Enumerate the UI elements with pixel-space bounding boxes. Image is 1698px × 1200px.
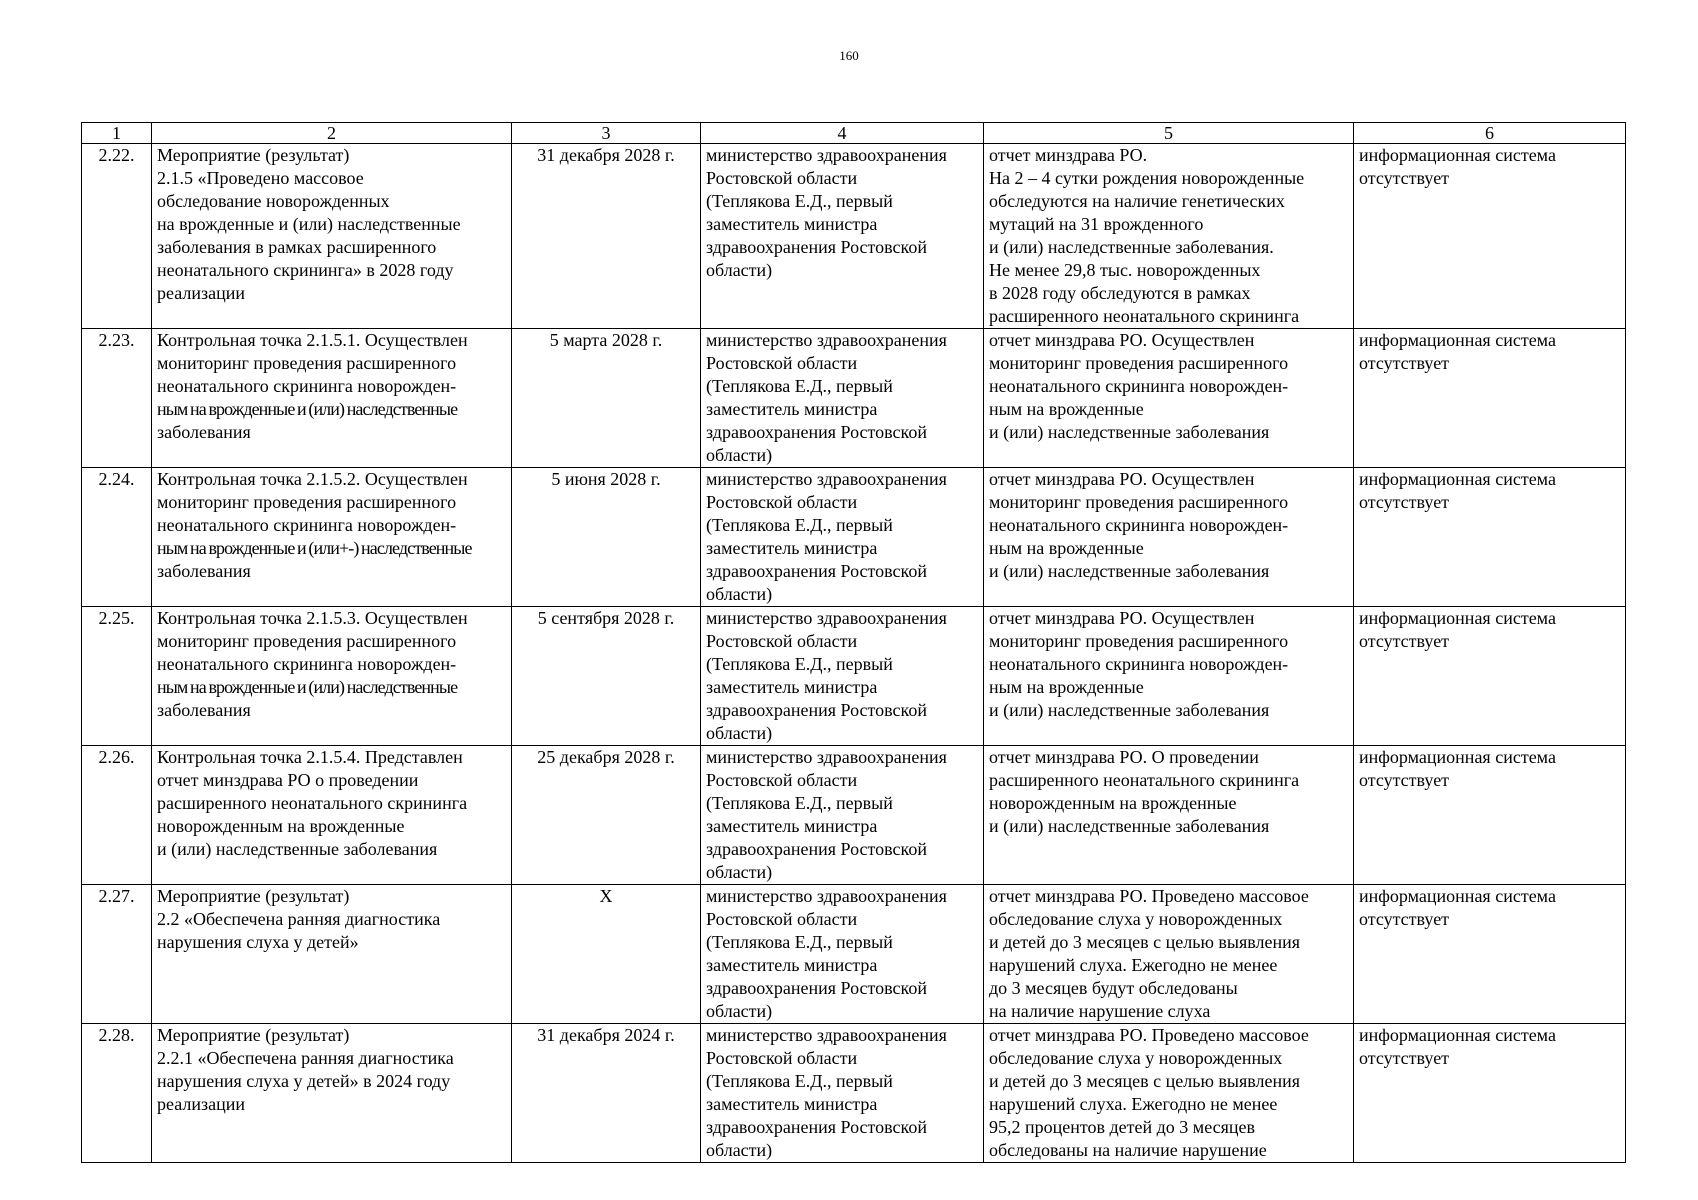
deadline-cell: 5 сентября 2028 г. [512, 607, 701, 746]
report-line: в 2028 году обследуются в рамках [989, 283, 1251, 303]
info-system-cell [1354, 144, 1626, 329]
event-name-line: мониторинг проведения расширенного [157, 492, 457, 512]
event-name-line: реализации [157, 283, 245, 303]
responsible-line: здравоохранения Ростовской [706, 700, 927, 720]
report-line: Не менее 29,8 тыс. новорожденных [989, 260, 1261, 280]
responsible-line: здравоохранения Ростовской [706, 422, 927, 442]
plan-table [81, 122, 1626, 1163]
report-cell [984, 329, 1354, 468]
event-name-line: нарушения слуха у детей» [157, 932, 359, 952]
report-line: неонатального скрининга новорожден- [989, 654, 1289, 674]
header-row [82, 123, 1626, 144]
table-row [82, 468, 1626, 607]
info-system-line: информационная система [1359, 747, 1556, 767]
info-system-cell [1354, 885, 1626, 1024]
info-system-line: информационная система [1359, 608, 1556, 628]
responsible-line: министерство здравоохранения [706, 469, 947, 489]
event-name-line: неонатального скрининга новорожден- [157, 654, 457, 674]
event-name-line: и (или) наследственные заболевания [157, 839, 438, 859]
table-row [82, 144, 1626, 329]
report-line: и (или) наследственные заболевания [989, 816, 1270, 836]
event-name-cell [152, 144, 512, 329]
event-name-line: Контрольная точка 2.1.5.3. Осуществлен [157, 608, 468, 628]
info-system-line: отсутствует [1359, 492, 1450, 512]
report-line: отчет минздрава РО. Проведено массовое [989, 886, 1309, 906]
report-cell [984, 144, 1354, 329]
report-line: и (или) наследственные заболевания [989, 700, 1270, 720]
info-system-line: отсутствует [1359, 631, 1450, 651]
report-line: нарушений слуха. Ежегодно не менее [989, 955, 1278, 975]
event-name-line: расширенного неонатального скрининга [157, 793, 468, 813]
info-system-cell [1354, 746, 1626, 885]
info-system-line: информационная система [1359, 145, 1556, 165]
responsible-line: министерство здравоохранения [706, 145, 947, 165]
report-line: до 3 месяцев будут обследованы [989, 978, 1238, 998]
responsible-line: Ростовской области [706, 770, 858, 790]
event-name-line: нарушения слуха у детей» в 2024 году [157, 1071, 451, 1091]
info-system-line: отсутствует [1359, 168, 1450, 188]
event-name-cell [152, 1024, 512, 1163]
row-number-cell: 2.25. [82, 607, 152, 746]
info-system-line: отсутствует [1359, 1048, 1450, 1068]
report-cell [984, 468, 1354, 607]
report-line: отчет минздрава РО. Осуществлен [989, 469, 1255, 489]
report-line: отчет минздрава РО. Осуществлен [989, 330, 1255, 350]
info-system-cell [1354, 468, 1626, 607]
report-line: отчет минздрава РО. О проведении [989, 747, 1259, 767]
col-header-5: 5 [984, 123, 1354, 144]
event-name-line: 2.2.1 «Обеспечена ранняя диагностика [157, 1048, 454, 1068]
responsible-cell [701, 329, 984, 468]
report-line: обследование слуха у новорожденных [989, 909, 1283, 929]
report-line: нарушений слуха. Ежегодно не менее [989, 1094, 1278, 1114]
event-name-line: обследование новорожденных [157, 191, 390, 211]
responsible-line: Ростовской области [706, 631, 858, 651]
responsible-line: министерство здравоохранения [706, 886, 947, 906]
event-name-cell [152, 468, 512, 607]
responsible-line: (Теплякова Е.Д., первый [706, 793, 893, 813]
event-name-line: ным на врожденные и (или+-) наследственные [157, 538, 472, 558]
responsible-line: (Теплякова Е.Д., первый [706, 376, 893, 396]
responsible-line: заместитель министра [706, 955, 878, 975]
deadline-cell: 31 декабря 2028 г. [512, 144, 701, 329]
report-line: мониторинг проведения расширенного [989, 353, 1289, 373]
responsible-line: здравоохранения Ростовской [706, 561, 927, 581]
responsible-line: (Теплякова Е.Д., первый [706, 932, 893, 952]
event-name-line: отчет минздрава РО о проведении [157, 770, 419, 790]
col-header-3: 3 [512, 123, 701, 144]
report-line: обследованы на наличие нарушение [989, 1140, 1267, 1160]
table-row [82, 607, 1626, 746]
responsible-line: здравоохранения Ростовской [706, 1117, 927, 1137]
report-line: отчет минздрава РО. [989, 145, 1148, 165]
info-system-line: отсутствует [1359, 770, 1450, 790]
responsible-cell [701, 607, 984, 746]
event-name-line: неонатального скрининга новорожден- [157, 376, 457, 396]
event-name-line: Контрольная точка 2.1.5.4. Представлен [157, 747, 463, 767]
event-name-line: 2.2 «Обеспечена ранняя диагностика [157, 909, 441, 929]
responsible-line: здравоохранения Ростовской [706, 237, 927, 257]
responsible-line: Ростовской области [706, 168, 858, 188]
responsible-line: Ростовской области [706, 909, 858, 929]
row-number-cell: 2.23. [82, 329, 152, 468]
report-line: мутаций на 31 врожденного [989, 214, 1204, 234]
deadline-cell: 25 декабря 2028 г. [512, 746, 701, 885]
responsible-line: области) [706, 862, 773, 882]
responsible-cell [701, 885, 984, 1024]
event-name-line: ным на врожденные и (или) наследственные [157, 399, 458, 419]
event-name-line: неонатального скрининга» в 2028 году [157, 260, 454, 280]
event-name-cell [152, 885, 512, 1024]
deadline-cell: 5 марта 2028 г. [512, 329, 701, 468]
row-number-cell: 2.24. [82, 468, 152, 607]
responsible-line: министерство здравоохранения [706, 330, 947, 350]
event-name-line: Контрольная точка 2.1.5.2. Осуществлен [157, 469, 468, 489]
responsible-line: заместитель министра [706, 214, 878, 234]
col-header-1: 1 [82, 123, 152, 144]
event-name-line: ным на врожденные и (или) наследственные [157, 677, 458, 697]
report-line: расширенного неонатального скрининга [989, 306, 1300, 326]
info-system-line: информационная система [1359, 1025, 1556, 1045]
report-cell [984, 885, 1354, 1024]
event-name-line: заболевания [157, 700, 251, 720]
event-name-line: заболевания [157, 422, 251, 442]
row-number-cell: 2.26. [82, 746, 152, 885]
responsible-line: здравоохранения Ростовской [706, 839, 927, 859]
responsible-cell [701, 1024, 984, 1163]
report-line: обследование слуха у новорожденных [989, 1048, 1283, 1068]
responsible-line: Ростовской области [706, 353, 858, 373]
report-line: неонатального скрининга новорожден- [989, 515, 1289, 535]
report-line: мониторинг проведения расширенного [989, 492, 1289, 512]
responsible-line: министерство здравоохранения [706, 747, 947, 767]
col-header-2: 2 [152, 123, 512, 144]
table-row [82, 885, 1626, 1024]
report-line: и детей до 3 месяцев с целью выявления [989, 1071, 1301, 1091]
event-name-cell [152, 329, 512, 468]
info-system-line: информационная система [1359, 330, 1556, 350]
responsible-line: области) [706, 1140, 773, 1160]
responsible-line: области) [706, 260, 773, 280]
event-name-line: Мероприятие (результат) [157, 1025, 350, 1045]
responsible-line: Ростовской области [706, 1048, 858, 1068]
responsible-line: министерство здравоохранения [706, 608, 947, 628]
event-name-line: мониторинг проведения расширенного [157, 353, 457, 373]
report-line: неонатального скрининга новорожден- [989, 376, 1289, 396]
report-cell [984, 1024, 1354, 1163]
event-name-line: неонатального скрининга новорожден- [157, 515, 457, 535]
report-line: ным на врожденные [989, 538, 1144, 558]
responsible-line: заместитель министра [706, 538, 878, 558]
table-row [82, 746, 1626, 885]
report-line: отчет минздрава РО. Проведено массовое [989, 1025, 1309, 1045]
row-number-cell: 2.28. [82, 1024, 152, 1163]
responsible-line: заместитель министра [706, 399, 878, 419]
event-name-line: Мероприятие (результат) [157, 886, 350, 906]
report-line: и (или) наследственные заболевания [989, 561, 1270, 581]
event-name-line: реализации [157, 1094, 245, 1114]
responsible-cell [701, 144, 984, 329]
report-line: на наличие нарушение слуха [989, 1001, 1211, 1021]
page-number: 160 [839, 48, 859, 63]
deadline-cell: 31 декабря 2024 г. [512, 1024, 701, 1163]
info-system-cell [1354, 607, 1626, 746]
event-name-line: заболевания в рамках расширенного [157, 237, 437, 257]
responsible-line: области) [706, 584, 773, 604]
responsible-line: здравоохранения Ростовской [706, 978, 927, 998]
report-cell [984, 746, 1354, 885]
deadline-cell: X [512, 885, 701, 1024]
row-number-cell: 2.27. [82, 885, 152, 1024]
info-system-cell [1354, 329, 1626, 468]
report-line: мониторинг проведения расширенного [989, 631, 1289, 651]
report-line: и детей до 3 месяцев с целью выявления [989, 932, 1301, 952]
event-name-line: на врожденные и (или) наследственные [157, 214, 461, 234]
event-name-cell [152, 746, 512, 885]
responsible-line: (Теплякова Е.Д., первый [706, 515, 893, 535]
info-system-cell [1354, 1024, 1626, 1163]
info-system-line: информационная система [1359, 886, 1556, 906]
event-name-cell [152, 607, 512, 746]
report-line: обследуются на наличие генетических [989, 191, 1285, 211]
report-line: 95,2 процентов детей до 3 месяцев [989, 1117, 1256, 1137]
info-system-line: отсутствует [1359, 353, 1450, 373]
report-line: отчет минздрава РО. Осуществлен [989, 608, 1255, 628]
responsible-line: области) [706, 723, 773, 743]
responsible-line: области) [706, 1001, 773, 1021]
report-line: ным на врожденные [989, 399, 1144, 419]
responsible-line: заместитель министра [706, 1094, 878, 1114]
responsible-line: заместитель министра [706, 677, 878, 697]
event-name-line: Мероприятие (результат) [157, 145, 350, 165]
responsible-line: (Теплякова Е.Д., первый [706, 654, 893, 674]
table-row [82, 329, 1626, 468]
responsible-line: области) [706, 445, 773, 465]
responsible-cell [701, 746, 984, 885]
report-line: и (или) наследственные заболевания. [989, 237, 1274, 257]
table-row [82, 1024, 1626, 1163]
report-line: расширенного неонатального скрининга [989, 770, 1300, 790]
event-name-line: новорожденным на врожденные [157, 816, 405, 836]
event-name-line: 2.1.5 «Проведено массовое [157, 168, 364, 188]
report-line: новорожденным на врожденные [989, 793, 1237, 813]
responsible-line: (Теплякова Е.Д., первый [706, 191, 893, 211]
responsible-line: (Теплякова Е.Д., первый [706, 1071, 893, 1091]
col-header-4: 4 [701, 123, 984, 144]
row-number-cell: 2.22. [82, 144, 152, 329]
event-name-line: заболевания [157, 561, 251, 581]
info-system-line: информационная система [1359, 469, 1556, 489]
report-line: ным на врожденные [989, 677, 1144, 697]
report-line: и (или) наследственные заболевания [989, 422, 1270, 442]
col-header-6: 6 [1354, 123, 1626, 144]
responsible-cell [701, 468, 984, 607]
responsible-line: Ростовской области [706, 492, 858, 512]
responsible-line: заместитель министра [706, 816, 878, 836]
report-line: На 2 – 4 сутки рождения новорожденные [989, 168, 1305, 188]
info-system-line: отсутствует [1359, 909, 1450, 929]
event-name-line: Контрольная точка 2.1.5.1. Осуществлен [157, 330, 468, 350]
event-name-line: мониторинг проведения расширенного [157, 631, 457, 651]
report-cell [984, 607, 1354, 746]
table-body [82, 144, 1626, 1163]
deadline-cell: 5 июня 2028 г. [512, 468, 701, 607]
responsible-line: министерство здравоохранения [706, 1025, 947, 1045]
